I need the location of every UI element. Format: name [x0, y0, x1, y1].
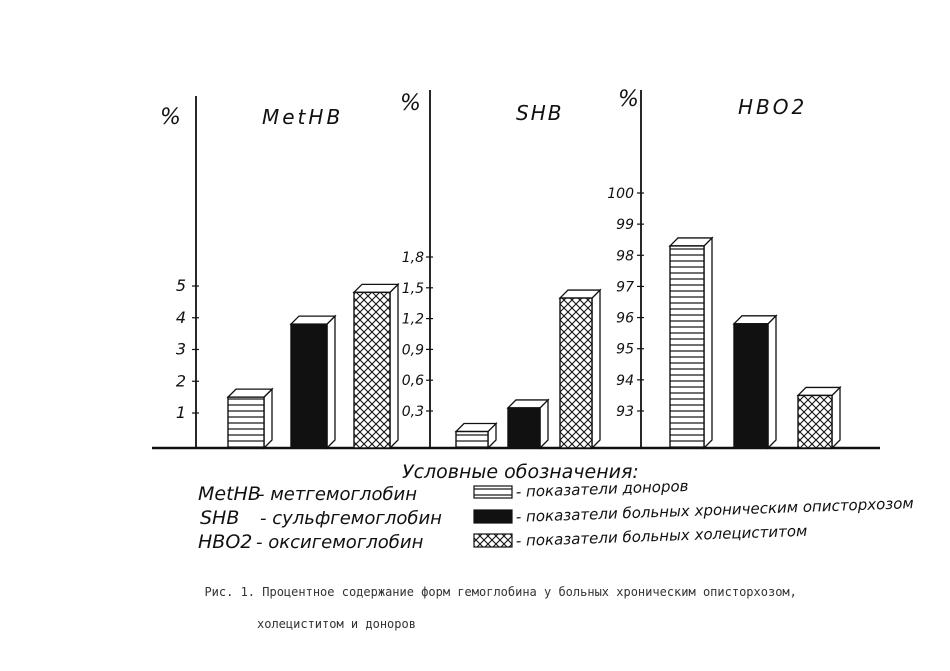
- y-tick-label-hbo2-0: 93: [616, 404, 634, 420]
- figure-caption: [190, 568, 910, 648]
- panel-shb: [400, 90, 600, 448]
- panel-title-methb: MetHB: [262, 105, 344, 129]
- bar-hbo2-opisthorchiasis: [734, 316, 776, 448]
- y-tick-label-methb-4: 5: [175, 276, 186, 295]
- y-tick-label-shb-2: 0,9: [401, 342, 424, 359]
- percent-label-shb: %: [400, 91, 421, 116]
- y-tick-label-shb-5: 1,8: [401, 250, 424, 266]
- legend-code-methb: MetHB: [198, 483, 261, 505]
- y-tick-label-hbo2-6: 99: [616, 217, 634, 234]
- bar-shb-donors: [456, 424, 496, 448]
- legend-desc-hbo2: - оксигемоглобин: [256, 532, 424, 553]
- legend-desc-shb: - сульфгемоглобин: [260, 508, 442, 529]
- legend-swatch-cholecystitis: [474, 534, 512, 547]
- y-tick-label-hbo2-1: 94: [616, 372, 634, 389]
- legend-code-shb: SHB: [200, 507, 240, 529]
- y-tick-label-methb-2: 3: [175, 339, 186, 359]
- panel-title-shb: SHB: [516, 101, 564, 125]
- y-tick-label-hbo2-5: 98: [616, 248, 634, 265]
- caption-line-2: холециститом и доноров: [257, 617, 416, 631]
- legend-label-cholecystitis: - показатели больных холециститом: [515, 521, 808, 550]
- legend-swatch-opisthorchiasis: [474, 510, 512, 523]
- panel-methb: [160, 96, 398, 448]
- bar-methb-cholecystitis: [354, 284, 398, 448]
- percent-label-hbo2: %: [618, 87, 639, 112]
- panel-title-hbo2: HBO2: [738, 95, 808, 119]
- y-tick-label-shb-4: 1,5: [401, 280, 424, 297]
- legend-label-opisthorchiasis: - показатели больных хроническим описторхозом: [515, 494, 915, 526]
- legend-desc-methb: - метгемоглобин: [258, 484, 418, 505]
- legend-title: Условные обозначения:: [402, 461, 639, 483]
- bar-hbo2-donors: [670, 238, 712, 448]
- y-tick-label-shb-0: 0,3: [401, 404, 424, 420]
- y-tick-label-shb-1: 0,6: [401, 373, 424, 390]
- legend: [198, 461, 914, 553]
- y-tick-label-methb-1: 2: [175, 371, 186, 391]
- y-tick-label-hbo2-2: 95: [616, 341, 634, 358]
- caption-line-1: Рис. 1. Процентное содержание форм гемоглобина у больных хроническим описторхозом,: [204, 585, 797, 599]
- y-tick-label-hbo2-7: 100: [607, 186, 634, 202]
- y-tick-label-shb-3: 1,2: [401, 311, 424, 328]
- percent-label-methb: %: [160, 105, 181, 130]
- legend-code-hbo2: HBO2: [198, 531, 253, 553]
- bar-shb-cholecystitis: [560, 290, 600, 448]
- y-tick-label-hbo2-4: 97: [616, 279, 634, 296]
- legend-label-donors: - показатели доноров: [515, 476, 689, 501]
- legend-swatch-donors: [474, 486, 512, 498]
- bar-methb-opisthorchiasis: [291, 316, 335, 448]
- bar-hbo2-cholecystitis: [798, 387, 840, 448]
- y-tick-label-methb-0: 1: [175, 403, 186, 422]
- bar-methb-donors: [228, 389, 272, 448]
- y-tick-label-hbo2-3: 96: [616, 310, 634, 327]
- y-tick-label-methb-3: 4: [175, 307, 186, 327]
- bar-shb-opisthorchiasis: [508, 400, 548, 448]
- panel-hbo2: [607, 87, 840, 448]
